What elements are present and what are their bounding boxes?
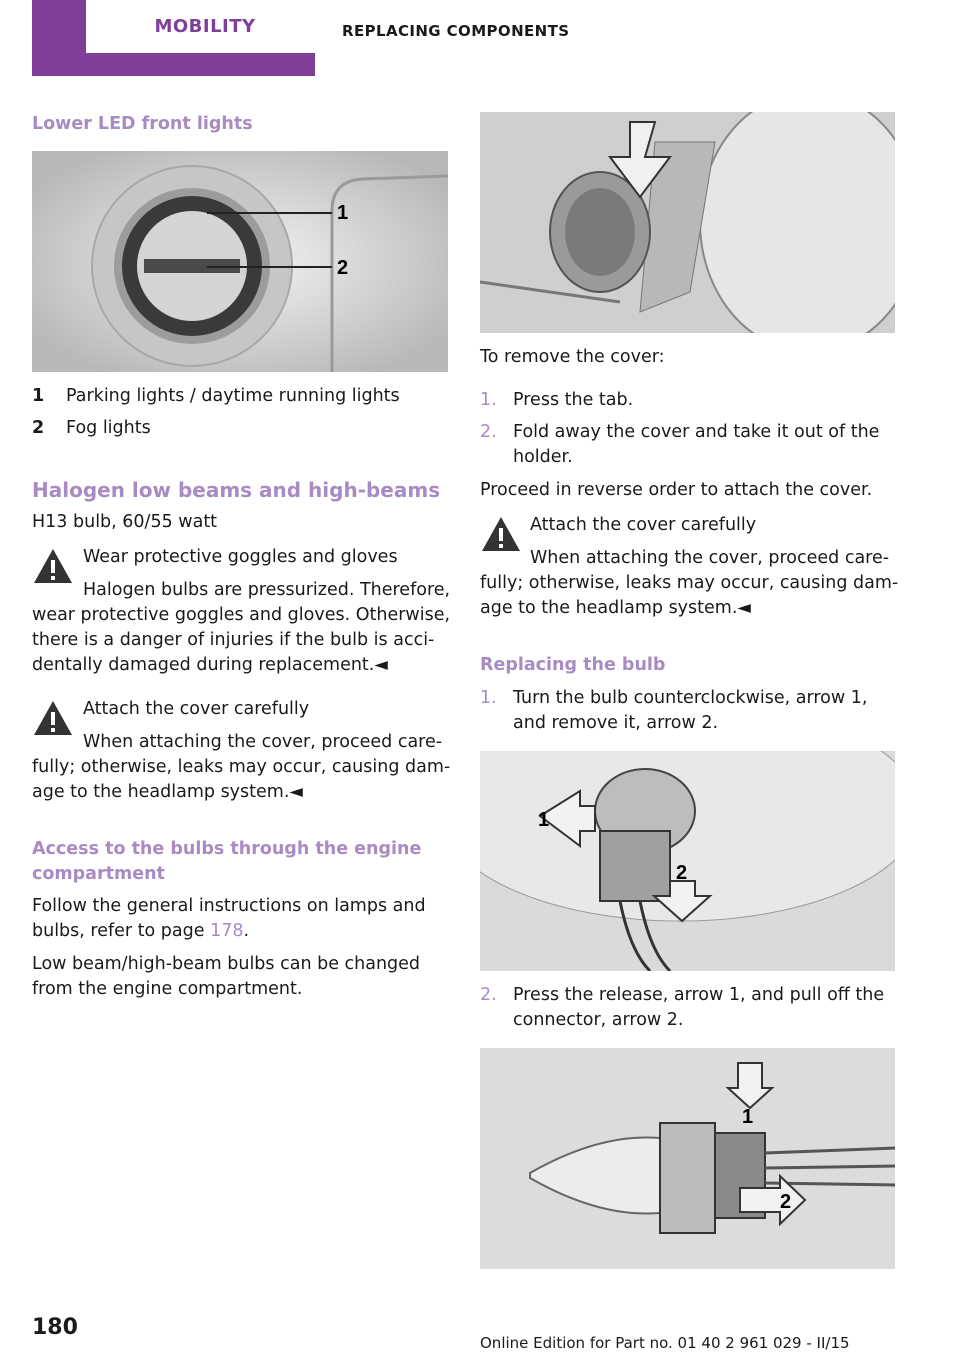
text-fragment: bulbs, refer to page (32, 921, 211, 941)
warning-icon (32, 697, 74, 739)
remove-cover-intro: To remove the cover: (480, 347, 665, 367)
warning-text-line: Halogen bulbs are pressurized. Therefore, (83, 580, 451, 600)
remove-bulb-illustration (480, 751, 895, 971)
step-number: 1. (480, 390, 497, 410)
paragraph-line: Low beam/high-beam bulbs can be changed (32, 954, 421, 974)
connector-illustration (480, 1048, 895, 1269)
warning-text-line: When attaching the cover, proceed care‐ (83, 732, 443, 752)
warning-title: Wear protective goggles and gloves (83, 547, 398, 567)
warning-text-line: age to the headlamp system.◄ (32, 782, 303, 802)
step-text: Press the tab. (513, 390, 634, 410)
warning-text-line: wear protective goggles and gloves. Otherwise, (32, 605, 451, 625)
fig1-callout-1: 1 (337, 202, 349, 224)
figure-remove-bulb (480, 751, 895, 971)
warning-text-line: fully; otherwise, leaks may occur, causing dam‐ (480, 573, 899, 593)
headlamp-cover-illustration (480, 112, 895, 333)
step-text: Turn the bulb counterclockwise, arrow 1, (513, 688, 868, 708)
warning-text-line: age to the headlamp system.◄ (480, 598, 751, 618)
text-fragment: . (243, 921, 250, 941)
figure-headlamp-cover (480, 112, 895, 333)
chapter-tab-label: MOBILITY (86, 0, 324, 53)
fig-bulb-callout-2: 2 (676, 862, 688, 884)
warning-title: Attach the cover carefully (83, 699, 310, 719)
step-number: 2. (480, 985, 497, 1005)
legend-num: 1 (32, 386, 45, 406)
header-tab (32, 0, 315, 76)
edition-footer: Online Edition for Part no. 01 40 2 961 029 - II/15 (480, 1334, 850, 1352)
heading-access-line: compartment (32, 864, 165, 884)
fog-light-illustration (32, 151, 448, 372)
paragraph-line (32, 919, 249, 944)
page-number: 180 (32, 1315, 78, 1340)
step-text: Fold away the cover and take it out of the (513, 422, 880, 442)
step-text: and remove it, arrow 2. (513, 713, 719, 733)
heading-replacing-bulb: Replacing the bulb (480, 655, 666, 675)
fig-bulb-callout-1: 1 (538, 809, 550, 831)
step-text: holder. (513, 447, 573, 467)
step-text: Press the release, arrow 1, and pull off the (513, 985, 885, 1005)
step-number: 1. (480, 688, 497, 708)
warning-text-line: dentally damaged during replacement.◄ (32, 655, 388, 675)
heading-halogen: Halogen low beams and high-beams (32, 478, 441, 502)
figure-fog-light (32, 151, 448, 372)
figure-connector (480, 1048, 895, 1269)
page-link[interactable]: 178 (210, 921, 244, 941)
legend-num: 2 (32, 418, 45, 438)
warning-text-line: fully; otherwise, leaks may occur, causing dam‐ (32, 757, 451, 777)
warning-icon (32, 545, 74, 587)
heading-lower-led: Lower LED front lights (32, 114, 253, 134)
fig-connector-callout-1: 1 (742, 1106, 754, 1128)
step-text: connector, arrow 2. (513, 1010, 684, 1030)
warning-icon (480, 513, 522, 555)
warning-text-line: When attaching the cover, proceed care‐ (530, 548, 890, 568)
paragraph-line: from the engine compartment. (32, 979, 303, 999)
bulb-spec: H13 bulb, 60/55 watt (32, 512, 218, 532)
heading-access-line: Access to the bulbs through the engine (32, 839, 422, 859)
warning-text-line: there is a danger of injuries if the bulb is acci‐ (32, 630, 435, 650)
legend-text: Fog lights (66, 418, 151, 438)
paragraph-line: Follow the general instructions on lamps and (32, 896, 426, 916)
fig-connector-callout-2: 2 (780, 1191, 792, 1213)
warning-title: Attach the cover carefully (530, 515, 757, 535)
reverse-text: Proceed in reverse order to attach the cover. (480, 480, 873, 500)
fig1-callout-2: 2 (337, 257, 349, 279)
step-number: 2. (480, 422, 497, 442)
section-title: REPLACING COMPONENTS (342, 22, 570, 40)
legend-text: Parking lights / daytime running lights (66, 386, 400, 406)
